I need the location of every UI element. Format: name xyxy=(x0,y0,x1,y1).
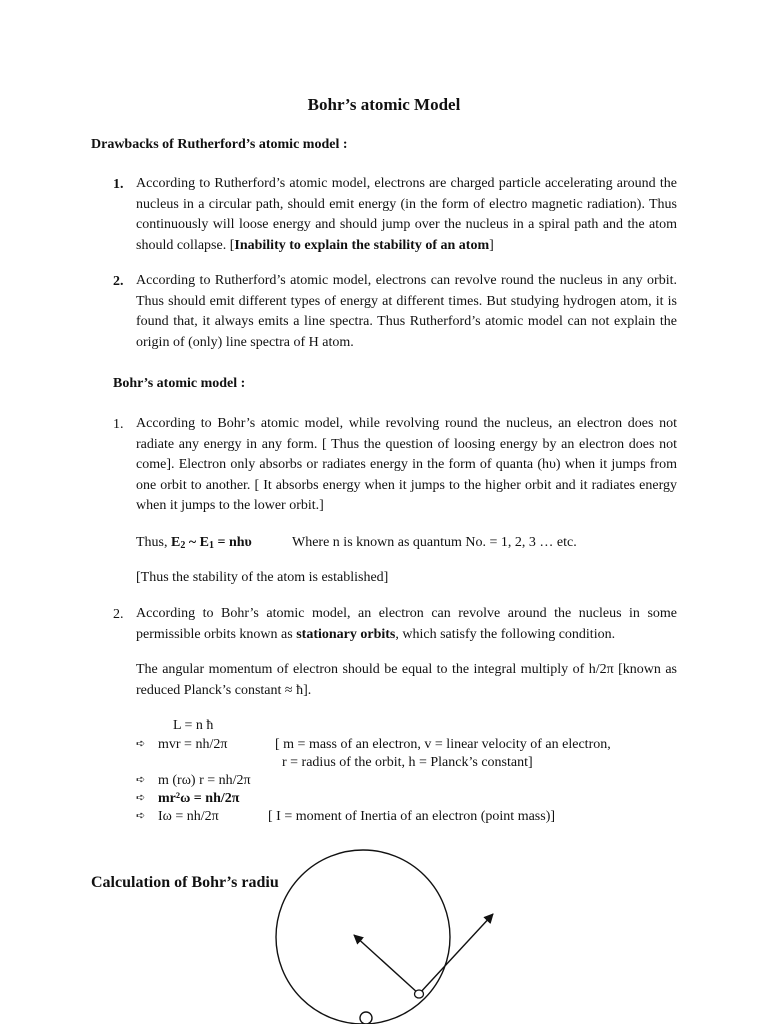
equation-note: Where n is known as quantum No. = 1, 2, 3 … etc. xyxy=(292,535,577,550)
bohr-2-end: , which satisfy the following condition. xyxy=(395,626,616,642)
bohr-2-number: 2. xyxy=(113,607,124,622)
electron xyxy=(415,990,424,998)
formula-i-omega: Iω = nh/2π xyxy=(158,809,219,824)
formula-m-r-omega: m (rω) r = nh/2π xyxy=(158,773,251,788)
drawbacks-heading: Drawbacks of Rutherford’s atomic model : xyxy=(91,137,348,152)
page-title: Bohr’s atomic Model xyxy=(307,95,461,114)
arrow-icon: ➪ xyxy=(136,810,146,822)
drawback-1-close: ] xyxy=(489,237,494,253)
e1-subscript: 1 xyxy=(208,540,214,551)
formula-L: L = n ħ xyxy=(173,718,214,733)
drawback-1-body: According to Rutherford’s atomic model, electrons are charged particle accelerating around the nucleus in a circular path, should emit energy (in the form of electro magnetic radiation). Thus continuously will loose energy and should jump over the nucleus in a spiral path and the atom should collapse. [ xyxy=(136,176,677,253)
bohr-1-text: According to Bohr’s atomic model, while revolving round the nucleus, an electron does not radiate any energy in any form. [ Thus the question of loosing energy by an electron does not come]. Electron only absorbs or radiates energy in the form of quanta (hυ) when it jumps from one orbit to another. [ It absorbs energy when it jumps to the higher orbit and it radiates energy when it jumps to the lower orbit.] xyxy=(136,416,677,513)
arrow-icon: ➪ xyxy=(136,774,146,786)
stability-note: [Thus the stability of the atom is established] xyxy=(136,570,389,585)
drawback-1-bold: Inability to explain the stability of an atom xyxy=(234,237,490,253)
formula-mvr-note-1: [ m = mass of an electron, v = linear velocity of an electron, xyxy=(275,737,611,752)
calculation-heading: Calculation of Bohr’s radiu xyxy=(91,874,279,891)
equation-rhs: = nhυ xyxy=(213,535,252,550)
orbit-circle xyxy=(276,850,450,1024)
arrow-icon: ➪ xyxy=(136,792,146,804)
bohr-1-number: 1. xyxy=(113,417,124,432)
e2-subscript: 2 xyxy=(180,540,186,551)
drawback-2-text: According to Rutherford’s atomic model, electrons can revolve round the nucleus in any orbit. Thus should emit different types of energy at different times. But studying hydrogen atom, it is found that, it always emits a line spectra. Thus Rutherford’s atomic model can not explain the origin of (only) line spectra of H atom. xyxy=(136,273,677,350)
equation-prefix: Thus, xyxy=(136,535,168,550)
formula-mvr-note-2: r = radius of the orbit, h = Planck’s constant] xyxy=(282,755,533,770)
arrow-icon: ➪ xyxy=(136,738,146,750)
bohr-2-body: According to Bohr’s atomic model, an electron can revolve around the nucleus in some permissible orbits known as xyxy=(136,606,677,642)
drawback-2-number: 2. xyxy=(113,274,124,289)
stationary-orbits-term: stationary orbits xyxy=(296,626,396,642)
nucleus xyxy=(360,1012,372,1024)
e2-symbol: E xyxy=(171,535,181,550)
bohr-heading: Bohr’s atomic model : xyxy=(113,376,246,391)
formula-mvr: mvr = nh/2π xyxy=(158,737,228,752)
angular-momentum-text: The angular momentum of electron should be equal to the integral multiply of h/2π [known as reduced Planck’s constant ≈ ħ]. xyxy=(136,662,677,698)
drawback-1-number: 1. xyxy=(113,177,124,192)
formula-mr2-omega: mr²ω = nh/2π xyxy=(158,791,240,806)
e1-symbol: ~ E xyxy=(185,535,209,550)
formula-i-omega-note: [ I = moment of Inertia of an electron (point mass)] xyxy=(268,809,556,824)
